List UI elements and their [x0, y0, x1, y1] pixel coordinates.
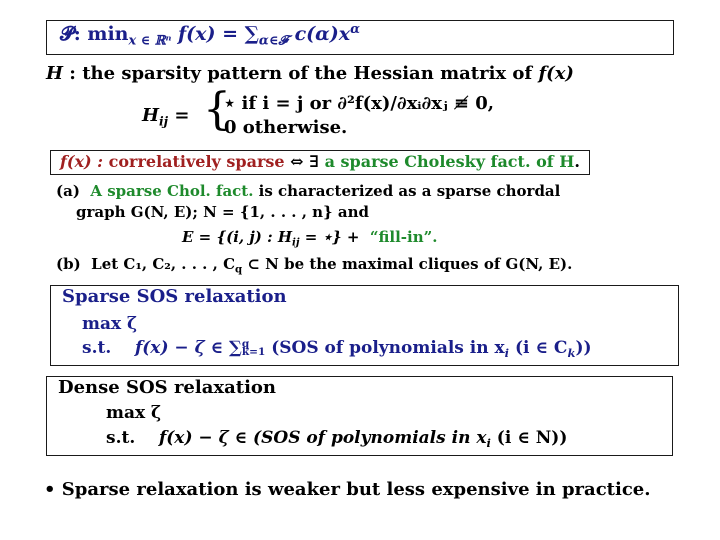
- correlative-green-text: a sparse Cholesky fact. of H: [324, 152, 575, 171]
- hij-symbol: H: [142, 105, 160, 126]
- problem-statement: [60, 22, 360, 49]
- hij-lhs: [142, 105, 189, 128]
- dense-sos-constraint: [106, 428, 567, 450]
- item-a-text1: is characterized as a sparse chordal: [253, 182, 561, 200]
- item-a-line1: [56, 182, 560, 200]
- correlative-red-text: correlatively sparse: [108, 152, 285, 171]
- problem-label: 𝓟:: [60, 23, 81, 46]
- sparse-cons2: (SOS of polynomials in x: [265, 338, 505, 358]
- sparse-sos-max: max ζ: [82, 314, 138, 334]
- sparse-cons1: f(x) − ζ ∈ ∑: [134, 338, 242, 358]
- sparse-st: s.t.: [82, 338, 112, 358]
- problem-expr-rhs: c(α)x: [294, 23, 351, 46]
- item-b-rest: ⊂ N be the maximal cliques of G(N, E).: [242, 255, 573, 273]
- problem-min-sub: x ∈ ℝⁿ: [128, 33, 172, 49]
- dense-cons-sub: i: [486, 436, 491, 451]
- sparse-cons4: )): [575, 338, 592, 358]
- dense-sos-title: Dense SOS relaxation: [58, 377, 277, 398]
- item-a-green: A sparse Chol. fact.: [90, 182, 254, 200]
- hessian-symbol: H: [46, 63, 64, 84]
- hij-sub: ij: [159, 114, 169, 129]
- item-b-label: (b): [56, 255, 81, 273]
- sparse-cons3: (i ∈ C: [509, 338, 568, 358]
- correlative-statement: [60, 152, 580, 171]
- sparse-sos-title: Sparse SOS relaxation: [62, 286, 287, 307]
- problem-expr-sup: α: [350, 22, 360, 37]
- dense-st: s.t.: [106, 428, 136, 448]
- bullet-mark: •: [44, 479, 56, 500]
- case-1: ⋆ if i = j or ∂²f(x)/∂xᵢ∂xⱼ ≢ 0,: [224, 93, 494, 114]
- dense-cons2: (i ∈ N)): [490, 428, 568, 448]
- correlative-end: .: [574, 152, 580, 171]
- hessian-f: f(x): [538, 63, 574, 84]
- bullet-text: Sparse relaxation is weaker but less expensive in practice.: [61, 479, 651, 500]
- sparse-cons-sub3: k: [567, 346, 576, 361]
- sparse-cons-sub2: i: [504, 346, 510, 361]
- sparse-cons-sup: q: [241, 337, 250, 350]
- hessian-text: : the sparsity pattern of the Hessian matrix of: [63, 63, 539, 84]
- correlative-fx: f(x) :: [60, 152, 109, 171]
- hessian-definition: [46, 63, 574, 84]
- problem-min: min: [87, 23, 129, 46]
- item-a-line3: [182, 228, 438, 249]
- cases-brace: {: [203, 84, 231, 135]
- item-a-eq: E = {(i, j) : H: [182, 228, 293, 246]
- hij-eq: =: [168, 105, 190, 126]
- sparse-sos-constraint: [82, 338, 592, 360]
- dense-sos-max: max ζ: [106, 403, 162, 423]
- problem-expr-lhs: f(x) = ∑: [177, 23, 259, 46]
- item-b-sub: q: [235, 263, 243, 276]
- sparse-cons-sub: k=1: [241, 346, 266, 359]
- item-a-fill: “fill-in”.: [369, 228, 438, 246]
- dense-cons1: f(x) − ζ ∈ (SOS of polynomials in x: [158, 428, 487, 448]
- problem-sum-sub: α∈𝓕: [258, 33, 288, 49]
- item-a-line2: graph G(N, E); N = {1, . . . , n} and: [76, 203, 370, 221]
- item-b-text: Let C₁, C₂, . . . , C: [91, 255, 236, 273]
- item-a-label: (a): [56, 182, 80, 200]
- correlative-iff: ⇔ ∃: [284, 152, 325, 171]
- conclusion-bullet: [44, 479, 651, 500]
- case-2: 0 otherwise.: [224, 117, 348, 138]
- item-a-eq-sub: ij: [292, 236, 300, 249]
- item-b: [56, 255, 572, 276]
- item-a-eq-rest: = ⋆} +: [299, 228, 365, 246]
